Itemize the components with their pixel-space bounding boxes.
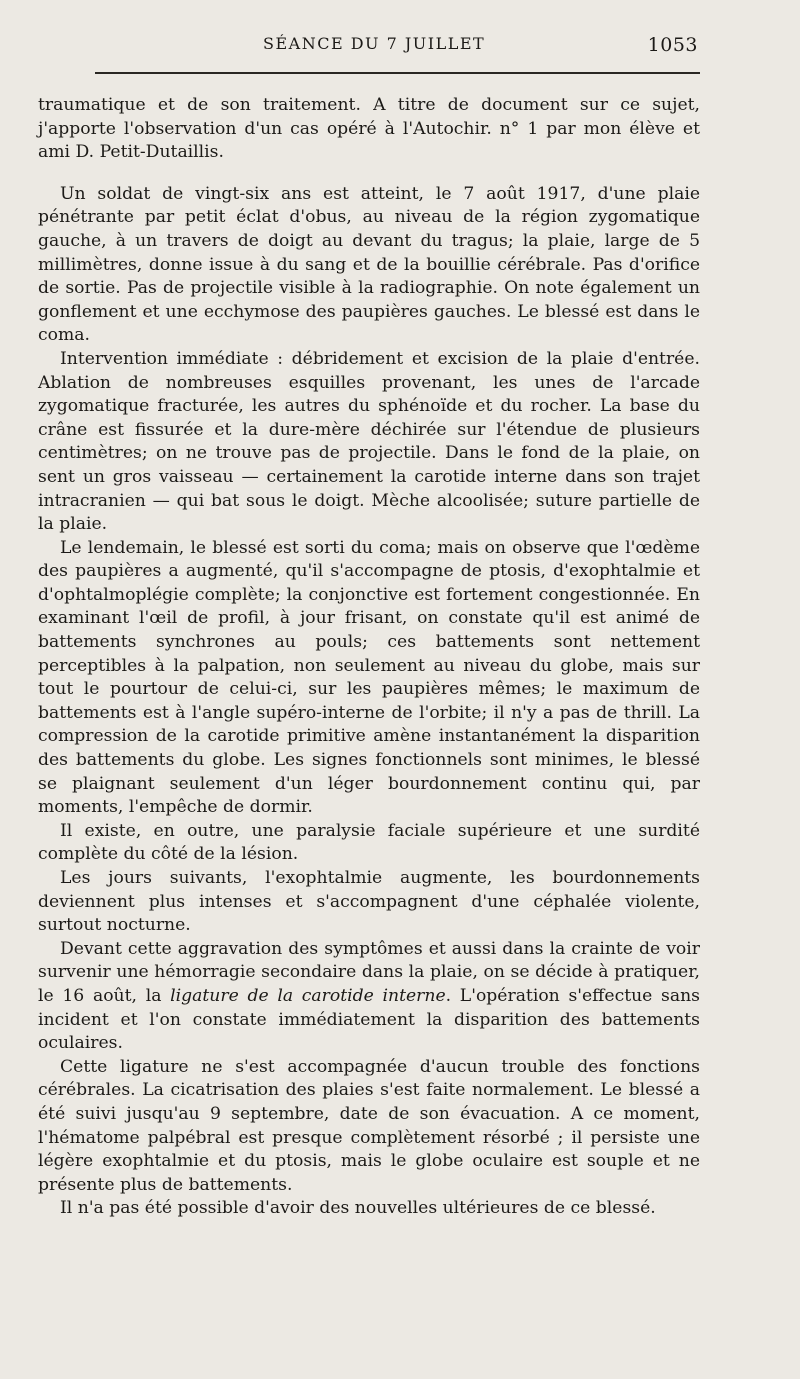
paragraph-intervention: Intervention immédiate : débridement et excision de la plaie d'entrée. Ablation de nombreuses esquilles provenant, les unes de l'arcade zygomatique fracturée, les autres du sphénoïde et du rocher. La base du crâne est fissurée et la dure-mère déchirée sur l'étendue de plusieurs centimètres; on ne trouve pas de projectile. Dans le fond de la plaie, on sent un gros vaisseau — certainement la carotide interne dans son trajet intracranien — qui bat sous le doigt. Mèche alcoolisée; suture partielle de la plaie. <box>38 348 700 535</box>
ligature-text-after: . L'opération s'effectue sans incident et l'on constate immédiatement la disparition des battements oculaires. <box>38 985 701 1054</box>
paragraph-case-presentation: Un soldat de vingt-six ans est atteint, le 7 août 1917, d'une plaie pénétrante par petit éclat d'obus, au niveau de la région zygomatique gauche, à un travers de doigt au devant du tragus; la plaie, large de 5 millimètres, donne issue à du sang et de la bouillie cérébrale. Pas d'orifice de sortie. Pas de projectile visible à la radiographie. On note également un gonflement et une ecchymose des paupières gauches. Le blessé est dans le coma. <box>38 183 700 346</box>
session-title: SÉANCE DU 7 JUILLET <box>263 34 486 53</box>
ligature-italic-term: ligature de la carotide interne <box>170 985 446 1006</box>
paragraph-following-days: Les jours suivants, l'exophtalmie augmente, les bourdonnements deviennent plus intenses et s'accompagnent d'une céphalée violente, surtout nocturne. <box>38 868 700 936</box>
paragraph-facial-paralysis: Il existe, en outre, une paralysie faciale supérieure et une surdité complète du côté de la lésion. <box>38 820 700 865</box>
paragraph-ligature <box>38 938 700 1056</box>
page-number: 1053 <box>647 34 698 56</box>
paragraph-outcome: Cette ligature ne s'est accompagnée d'aucun trouble des fonctions cérébrales. La cicatrisation des plaies s'est faite normalement. Le blessé a été suivi jusqu'au 9 septembre, date de son évacuation. A ce moment, l'hématome palpébral est presque complètement résorbé ; il persiste une légère exophtalmie et du ptosis, mais le globe oculaire est souple et ne présente plus de battements. <box>38 1056 700 1195</box>
body-text <box>38 94 700 1221</box>
header-rule <box>95 72 700 74</box>
running-head <box>38 34 698 62</box>
paragraph-intro: traumatique et de son traitement. A titre de document sur ce sujet, j'apporte l'observation d'un cas opéré à l'Autochir. n° 1 par mon élève et ami D. Petit-Dutaillis. <box>38 95 700 163</box>
ligature-text-before: Devant cette aggravation des symptômes et aussi dans la crainte de voir survenir une hémorragie secondaire dans la plaie, on se décide à pratiquer, le 16 août, la <box>38 938 700 1006</box>
paragraph-next-day: Le lendemain, le blessé est sorti du coma; mais on observe que l'œdème des paupières a augmenté, qu'il s'accompagne de ptosis, d'exophtalmie et d'ophtalmoplégie complète; la conjonctive est fortement congestionnée. En examinant l'œil de profil, à jour frisant, on constate qu'il est animé de battements synchrones au pouls; ces battements sont nettement perceptibles à la palpation, non seulement au niveau du globe, mais sur tout le pourtour de celui-ci, sur les paupières mêmes; le maximum de battements est à l'angle supéro-interne de l'orbite; il n'y a pas de thrill. La compression de la carotide primitive amène instantanément la disparition des battements du globe. Les signes fonctionnels sont minimes, le blessé se plaignant seulement d'un léger bourdonnement continu qui, par moments, l'empêche de dormir. <box>38 537 700 818</box>
paragraph-conclusion: Il n'a pas été possible d'avoir des nouvelles ultérieures de ce blessé. <box>60 1198 656 1219</box>
